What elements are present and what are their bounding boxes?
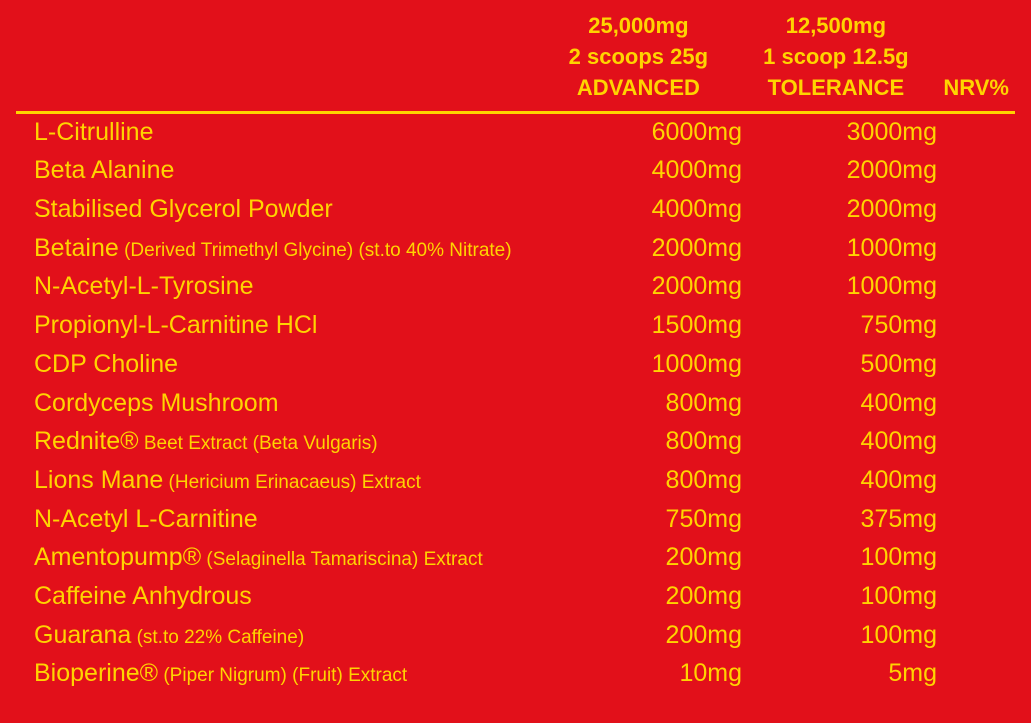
- amount-tolerance: 100mg: [860, 543, 937, 572]
- ingredient-rows: [0, 117, 1031, 700]
- amount-advanced: 200mg: [665, 543, 742, 572]
- amount-tolerance: 5mg: [888, 659, 937, 688]
- ingredient-subtext: (st.to 22% Caffeine): [131, 626, 305, 648]
- amount-advanced: 800mg: [665, 427, 742, 456]
- table-row: [0, 620, 1031, 662]
- amount-advanced: 1500mg: [651, 311, 742, 340]
- tolerance-dose: 12,500mg: [785, 13, 887, 38]
- ingredient-name: Bioperine® (Piper Nigrum) (Fruit) Extract: [34, 661, 408, 687]
- table-row: [0, 545, 1031, 584]
- ingredient-name: Beta Alanine: [34, 158, 175, 184]
- amount-tolerance: 500mg: [860, 349, 937, 378]
- table-row: [0, 661, 1031, 700]
- advanced-dose: 25,000mg: [588, 13, 689, 38]
- table-row: [0, 429, 1031, 468]
- amount-tolerance: 400mg: [860, 465, 937, 494]
- ingredient-subtext: (Selaginella Tamariscina) Extract: [201, 549, 483, 571]
- table-row: [0, 504, 1031, 546]
- amount-advanced: 4000mg: [651, 156, 742, 185]
- ingredient-name: N-Acetyl-L-Tyrosine: [34, 274, 254, 300]
- column-header-nrv: NRV%: [943, 75, 1009, 101]
- ingredient-name: Guarana (st.to 22% Caffeine): [34, 622, 305, 648]
- amount-advanced: 1000mg: [651, 349, 742, 378]
- amount-tolerance: 1000mg: [846, 272, 937, 301]
- amount-advanced: 200mg: [665, 581, 742, 610]
- ingredient-name: Stabilised Glycerol Powder: [34, 197, 333, 223]
- advanced-serving: 2 scoops 25g: [568, 44, 709, 70]
- ingredient-name: Cordyceps Mushroom: [34, 390, 279, 416]
- ingredient-name: Betaine (Derived Trimethyl Glycine) (st.to 40% Nitrate): [34, 235, 512, 261]
- amount-advanced: 6000mg: [651, 117, 742, 146]
- table-row: [0, 349, 1031, 391]
- amount-tolerance: 750mg: [860, 311, 937, 340]
- table-row: [0, 388, 1031, 430]
- table-row: [0, 197, 1031, 236]
- amount-advanced: 4000mg: [651, 195, 742, 224]
- amount-advanced: 200mg: [665, 620, 742, 649]
- ingredient-name: Rednite® Beet Extract (Beta Vulgaris): [34, 429, 378, 455]
- amount-advanced: 2000mg: [651, 233, 742, 262]
- amount-tolerance: 400mg: [860, 427, 937, 456]
- ingredient-name: L-Citrulline: [34, 119, 154, 145]
- amount-tolerance: 2000mg: [846, 156, 937, 185]
- column-header-tolerance: [738, 10, 933, 104]
- amount-tolerance: 375mg: [860, 504, 937, 533]
- table-row: [0, 158, 1031, 197]
- ingredient-subtext: (Hericium Erinacaeus) Extract: [163, 471, 421, 493]
- amount-tolerance: 400mg: [860, 388, 937, 417]
- amount-tolerance: 100mg: [860, 581, 937, 610]
- amount-tolerance: 1000mg: [846, 233, 937, 262]
- table-row: [0, 313, 1031, 352]
- amount-tolerance: 2000mg: [846, 195, 937, 224]
- ingredient-subtext: (Derived Trimethyl Glycine) (st.to 40% Nitrate): [118, 239, 512, 261]
- amount-advanced: 2000mg: [651, 272, 742, 301]
- tolerance-label: TOLERANCE: [767, 75, 905, 101]
- column-header-advanced: [538, 10, 738, 104]
- ingredient-name: Propionyl-L-Carnitine HCl: [34, 313, 318, 339]
- amount-tolerance: 100mg: [860, 620, 937, 649]
- amount-advanced: 750mg: [665, 504, 742, 533]
- ingredient-name: Lions Mane (Hericium Erinacaeus) Extract: [34, 467, 421, 493]
- ingredient-subtext: Beet Extract (Beta Vulgaris): [138, 433, 378, 455]
- ingredient-name: Caffeine Anhydrous: [34, 583, 252, 609]
- amount-advanced: 800mg: [665, 388, 742, 417]
- table-row: [0, 233, 1031, 275]
- table-row: [0, 117, 1031, 159]
- table-row: [0, 465, 1031, 507]
- ingredient-name: CDP Choline: [34, 351, 179, 377]
- ingredient-name: Amentopump® (Selaginella Tamariscina) Extract: [34, 545, 483, 571]
- advanced-label: ADVANCED: [576, 75, 700, 101]
- amount-advanced: 10mg: [679, 659, 742, 688]
- amount-tolerance: 3000mg: [846, 117, 937, 146]
- table-row: [0, 581, 1031, 623]
- header-divider: [16, 111, 1015, 114]
- table-header: [0, 0, 1031, 104]
- amount-advanced: 800mg: [665, 465, 742, 494]
- ingredient-name: N-Acetyl L-Carnitine: [34, 506, 258, 532]
- ingredient-subtext: (Piper Nigrum) (Fruit) Extract: [158, 665, 408, 687]
- table-row: [0, 274, 1031, 313]
- tolerance-serving: 1 scoop 12.5g: [763, 44, 909, 70]
